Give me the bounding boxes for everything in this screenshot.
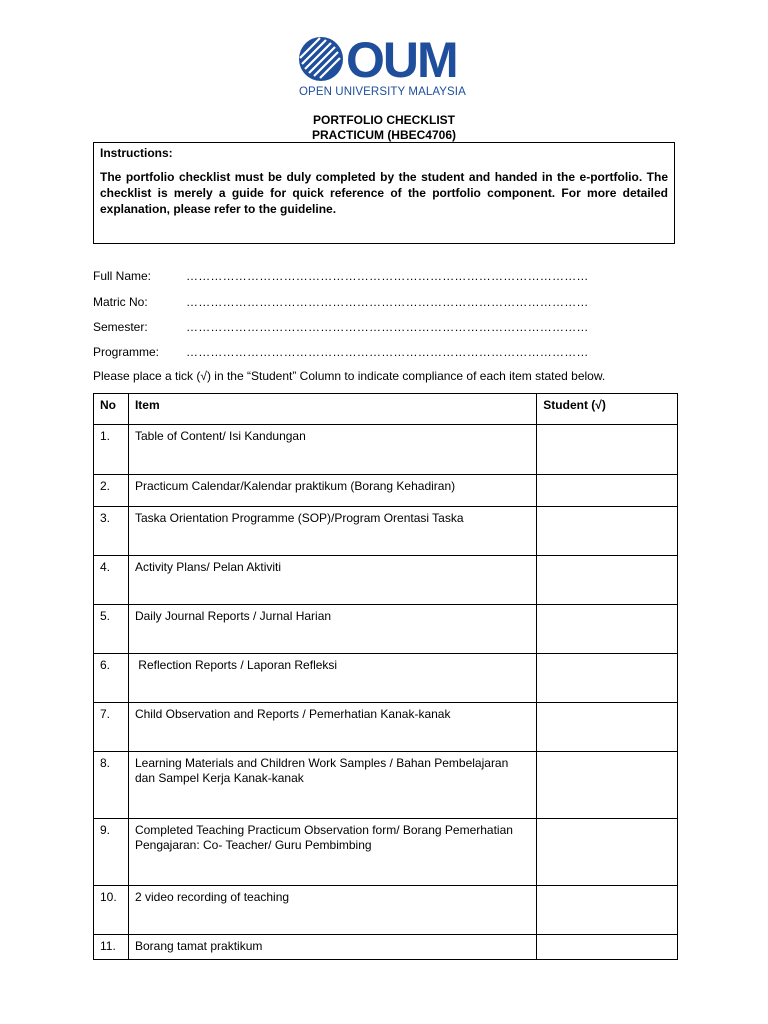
instructions-box	[93, 142, 675, 244]
row-item: Completed Teaching Practicum Observation form/ Borang Pemerhatian Pengajaran: Co- Teacher/ Guru Pembimbing	[128, 819, 536, 886]
oum-wordmark: OUM	[346, 32, 457, 88]
student-tick-cell[interactable]	[537, 475, 678, 507]
row-number: 5.	[94, 605, 129, 654]
row-number: 9.	[94, 819, 129, 886]
student-tick-cell[interactable]	[537, 425, 678, 475]
row-number: 8.	[94, 752, 129, 819]
table-row	[94, 425, 678, 475]
student-tick-cell[interactable]	[537, 605, 678, 654]
student-tick-cell[interactable]	[537, 886, 678, 935]
row-number: 3.	[94, 507, 129, 556]
student-tick-cell[interactable]	[537, 654, 678, 703]
semester-label: Semester:	[93, 320, 148, 334]
row-item: Learning Materials and Children Work Samples / Bahan Pembelajaran dan Sampel Kerja Kanak-kanak	[128, 752, 536, 819]
row-number: 10.	[94, 886, 129, 935]
row-item: Child Observation and Reports / Pemerhatian Kanak-kanak	[128, 703, 536, 752]
table-row	[94, 654, 678, 703]
table-row	[94, 605, 678, 654]
oum-globe-icon	[298, 36, 344, 82]
matric-no-blank[interactable]: ………………………………………………………………………………………	[186, 295, 589, 309]
row-item: Daily Journal Reports / Jurnal Harian	[128, 605, 536, 654]
table-header-row	[94, 394, 678, 425]
table-row	[94, 935, 678, 960]
table-row	[94, 819, 678, 886]
table-row	[94, 507, 678, 556]
student-tick-cell[interactable]	[537, 752, 678, 819]
oum-logo	[298, 32, 470, 102]
semester-blank[interactable]: ………………………………………………………………………………………	[186, 320, 589, 334]
row-number: 11.	[94, 935, 129, 960]
table-row	[94, 703, 678, 752]
programme-blank[interactable]: ………………………………………………………………………………………	[186, 345, 589, 359]
student-tick-cell[interactable]	[537, 507, 678, 556]
row-item: Practicum Calendar/Kalendar praktikum (Borang Kehadiran)	[128, 475, 536, 507]
row-item: Taska Orientation Programme (SOP)/Program Orentasi Taska	[128, 507, 536, 556]
row-number: 2.	[94, 475, 129, 507]
instructions-heading: Instructions:	[100, 146, 173, 160]
student-tick-cell[interactable]	[537, 935, 678, 960]
row-item: Borang tamat praktikum	[128, 935, 536, 960]
row-number: 7.	[94, 703, 129, 752]
university-name: OPEN UNIVERSITY MALAYSIA	[299, 86, 466, 98]
row-number: 1.	[94, 425, 129, 475]
matric-no-label: Matric No:	[93, 295, 148, 309]
instructions-body: The portfolio checklist must be duly completed by the student and handed in the e-portfolio. The checklist is merely a guide for quick reference of the portfolio component. For more detailed explanation, please refer to the guideline.	[100, 170, 668, 216]
programme-label: Programme:	[93, 345, 160, 359]
full-name-blank[interactable]: ………………………………………………………………………………………	[186, 269, 589, 283]
header-student: Student (√)	[537, 394, 678, 425]
row-item: Reflection Reports / Laporan Refleksi	[128, 654, 536, 703]
row-item: Activity Plans/ Pelan Aktiviti	[128, 556, 536, 605]
table-row	[94, 886, 678, 935]
row-number: 6.	[94, 654, 129, 703]
document-subtitle: PRACTICUM (HBEC4706)	[311, 128, 457, 142]
row-item: Table of Content/ Isi Kandungan	[128, 425, 536, 475]
header-item: Item	[128, 394, 536, 425]
full-name-field	[93, 269, 589, 283]
tick-instruction: Please place a tick (√) in the “Student” Column to indicate compliance of each item stated below.	[93, 369, 606, 383]
student-tick-cell[interactable]	[537, 703, 678, 752]
row-number: 4.	[94, 556, 129, 605]
programme-field	[93, 345, 589, 359]
semester-field	[93, 320, 589, 334]
row-item: 2 video recording of teaching	[128, 886, 536, 935]
student-tick-cell[interactable]	[537, 556, 678, 605]
checklist-table	[93, 393, 678, 960]
student-tick-cell[interactable]	[537, 819, 678, 886]
full-name-label: Full Name:	[93, 269, 152, 283]
document-title: PORTFOLIO CHECKLIST	[313, 113, 455, 127]
matric-no-field	[93, 295, 589, 309]
table-row	[94, 475, 678, 507]
table-row	[94, 556, 678, 605]
header-no: No	[94, 394, 129, 425]
table-row	[94, 752, 678, 819]
